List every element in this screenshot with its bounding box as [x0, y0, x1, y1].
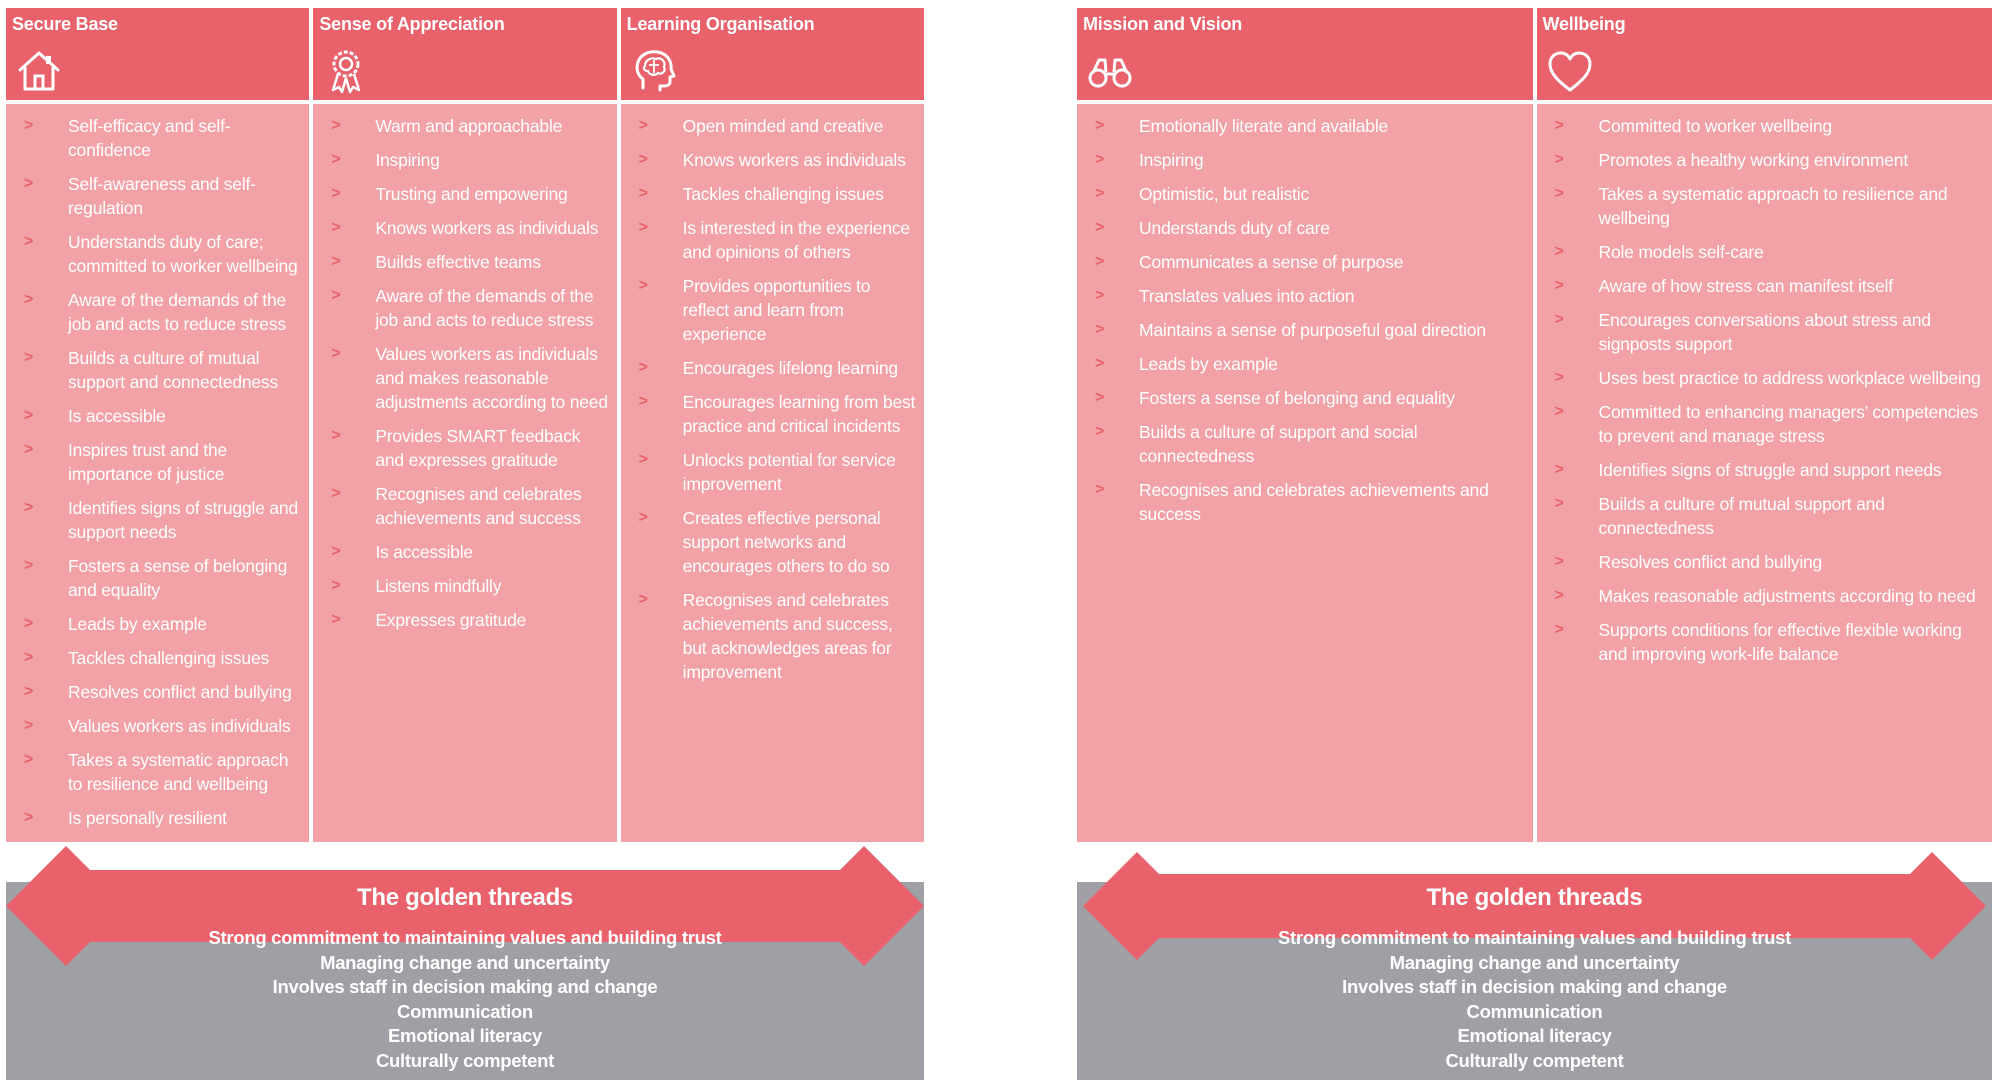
- award-rosette-icon: [323, 48, 369, 94]
- list-item-text: Recognises and celebrates achievements and success: [1139, 480, 1489, 524]
- chevron-right-icon: >: [1095, 321, 1105, 338]
- chevron-right-icon: >: [1554, 621, 1564, 638]
- chevron-right-icon: >: [24, 349, 34, 366]
- item-list: [6, 114, 305, 830]
- golden-thread-item: Emotional literacy: [388, 1025, 542, 1046]
- chevron-right-icon: >: [331, 611, 341, 628]
- list-item: [313, 540, 612, 564]
- chevron-right-icon: >: [1554, 277, 1564, 294]
- list-item-text: Encourages lifelong learning: [682, 358, 898, 378]
- list-item: [313, 342, 612, 414]
- list-item-text: Builds a culture of support and social connectedness: [1139, 422, 1418, 466]
- list-item-text: Optimistic, but realistic: [1139, 184, 1310, 204]
- list-item-text: Inspiring: [375, 150, 440, 170]
- list-item: [313, 148, 612, 172]
- chevron-right-icon: >: [638, 591, 648, 608]
- column-header: [6, 8, 309, 100]
- list-item: [621, 274, 920, 346]
- right-columns: [1077, 8, 1992, 842]
- list-item: [1537, 492, 1989, 540]
- list-item-text: Tackles challenging issues: [68, 648, 270, 668]
- golden-thread-item: Emotional literacy: [1457, 1025, 1612, 1046]
- column-wellbeing: [1537, 8, 1993, 842]
- left-panel: [6, 8, 924, 1080]
- list-item: [1077, 420, 1529, 468]
- chevron-right-icon: >: [1554, 369, 1564, 386]
- list-item: [1077, 386, 1529, 410]
- chevron-right-icon: >: [1095, 253, 1105, 270]
- chevron-right-icon: >: [1095, 151, 1105, 168]
- golden-threads-list: [6, 926, 924, 1073]
- column-body: [1537, 104, 1993, 842]
- golden-thread-item: Communication: [1466, 1000, 1603, 1022]
- list-item: [1077, 318, 1529, 342]
- house-icon: [16, 48, 62, 94]
- list-item-text: Understands duty of care: [1139, 218, 1330, 238]
- chevron-right-icon: >: [1554, 117, 1564, 134]
- list-item-text: Self-awareness and self-regulation: [68, 174, 256, 218]
- list-item: [313, 114, 612, 138]
- column-title: Sense of Appreciation: [319, 14, 505, 34]
- column-secure-base: [6, 8, 309, 842]
- golden-thread-item: Culturally competent: [376, 1049, 554, 1071]
- list-item: [1537, 182, 1989, 230]
- list-item-text: Is interested in the experience and opinions of others: [682, 218, 910, 262]
- list-item: [6, 346, 305, 394]
- column-body: [1077, 104, 1533, 842]
- list-item-text: Identifies signs of struggle and support needs: [1598, 460, 1942, 480]
- column-header: [621, 8, 924, 100]
- list-item-text: Takes a systematic approach to resilience and wellbeing: [1598, 184, 1948, 228]
- head-brain-icon: [631, 48, 677, 94]
- list-item-text: Resolves conflict and bullying: [68, 682, 292, 702]
- list-item: [6, 172, 305, 220]
- list-item: [1537, 308, 1989, 356]
- chevron-right-icon: >: [638, 277, 648, 294]
- list-item-text: Inspiring: [1139, 150, 1204, 170]
- chevron-right-icon: >: [24, 175, 34, 192]
- list-item-text: Inspires trust and the importance of justice: [68, 440, 228, 484]
- list-item-text: Understands duty of care; committed to worker wellbeing: [68, 232, 298, 276]
- chevron-right-icon: >: [1095, 355, 1105, 372]
- list-item-text: Self-efficacy and self-confidence: [68, 116, 231, 160]
- chevron-right-icon: >: [638, 359, 648, 376]
- chevron-right-icon: >: [1554, 151, 1564, 168]
- list-item-text: Makes reasonable adjustments according to need: [1598, 586, 1976, 606]
- column-mission-and-vision: [1077, 8, 1533, 842]
- list-item-text: Fosters a sense of belonging and equality: [68, 556, 288, 600]
- list-item-text: Aware of the demands of the job and acts to reduce stress: [375, 286, 594, 330]
- binoculars-icon: [1087, 48, 1133, 94]
- list-item: [1077, 182, 1529, 206]
- list-item: [1537, 584, 1989, 608]
- chevron-right-icon: >: [1095, 287, 1105, 304]
- chevron-right-icon: >: [1095, 117, 1105, 134]
- list-item: [621, 506, 920, 578]
- column-body: [621, 104, 924, 842]
- chevron-right-icon: >: [24, 615, 34, 632]
- list-item-text: Provides SMART feedback and expresses gratitude: [375, 426, 581, 470]
- list-item: [1537, 366, 1989, 390]
- chevron-right-icon: >: [638, 509, 648, 526]
- list-item: [1077, 352, 1529, 376]
- list-item: [6, 230, 305, 278]
- chevron-right-icon: >: [331, 117, 341, 134]
- item-list: [621, 114, 920, 684]
- right-panel: [1077, 8, 1992, 1080]
- chevron-right-icon: >: [331, 219, 341, 236]
- list-item: [1537, 458, 1989, 482]
- list-item: [621, 182, 920, 206]
- golden-threads-list: [1077, 926, 1992, 1073]
- list-item-text: Knows workers as individuals: [375, 218, 599, 238]
- chevron-right-icon: >: [638, 451, 648, 468]
- chevron-right-icon: >: [24, 649, 34, 666]
- list-item-text: Communicates a sense of purpose: [1139, 252, 1404, 272]
- list-item: [621, 588, 920, 684]
- chevron-right-icon: >: [24, 809, 34, 826]
- left-columns: [6, 8, 924, 842]
- column-title: Secure Base: [12, 14, 118, 34]
- list-item-text: Identifies signs of struggle and support needs: [68, 498, 298, 542]
- chevron-right-icon: >: [331, 427, 341, 444]
- golden-thread-item: Culturally competent: [1445, 1049, 1624, 1071]
- list-item-text: Leads by example: [1139, 354, 1278, 374]
- golden-thread-item: Strong commitment to maintaining values and building trust: [208, 927, 722, 948]
- chevron-right-icon: >: [1554, 311, 1564, 328]
- list-item-text: Builds effective teams: [375, 252, 541, 272]
- list-item: [6, 554, 305, 602]
- list-item-text: Trusting and empowering: [375, 184, 568, 204]
- column-header: [1077, 8, 1533, 100]
- list-item: [1537, 618, 1989, 666]
- list-item-text: Open minded and creative: [682, 116, 884, 136]
- list-item: [1077, 478, 1529, 526]
- list-item-text: Maintains a sense of purposeful goal direction: [1139, 320, 1486, 340]
- list-item-text: Is personally resilient: [68, 808, 227, 828]
- chevron-right-icon: >: [24, 717, 34, 734]
- chevron-right-icon: >: [24, 407, 34, 424]
- golden-thread-item: Involves staff in decision making and change: [1342, 976, 1727, 997]
- list-item-text: Committed to enhancing managers’ competencies to prevent and manage stress: [1598, 402, 1978, 446]
- list-item: [621, 216, 920, 264]
- item-list: [313, 114, 612, 632]
- chevron-right-icon: >: [331, 151, 341, 168]
- list-item: [1537, 550, 1989, 574]
- list-item-text: Provides opportunities to reflect and learn from experience: [682, 276, 871, 344]
- list-item: [1537, 400, 1989, 448]
- list-item: [6, 714, 305, 738]
- list-item-text: Takes a systematic approach to resilience and wellbeing: [68, 750, 289, 794]
- list-item: [621, 390, 920, 438]
- list-item-text: Tackles challenging issues: [682, 184, 884, 204]
- chevron-right-icon: >: [331, 287, 341, 304]
- item-list: [1537, 114, 1989, 666]
- golden-thread-item: Communication: [397, 1000, 533, 1022]
- list-item: [1537, 274, 1989, 298]
- list-item: [6, 114, 305, 162]
- list-item: [313, 482, 612, 530]
- list-item: [6, 496, 305, 544]
- golden-thread-item: Managing change and uncertainty: [320, 951, 610, 973]
- list-item: [1077, 216, 1529, 240]
- chevron-right-icon: >: [24, 499, 34, 516]
- column-header: [1537, 8, 1993, 100]
- list-item-text: Supports conditions for effective flexible working and improving work-life balance: [1598, 620, 1962, 664]
- column-title: Mission and Vision: [1083, 14, 1243, 34]
- list-item: [313, 216, 612, 240]
- list-item-text: Resolves conflict and bullying: [1598, 552, 1823, 572]
- list-item: [1077, 114, 1529, 138]
- list-item: [621, 356, 920, 380]
- list-item-text: Values workers as individuals and makes reasonable adjustments according to need: [375, 344, 608, 412]
- chevron-right-icon: >: [24, 233, 34, 250]
- list-item: [313, 574, 612, 598]
- list-item-text: Values workers as individuals: [68, 716, 291, 736]
- chevron-right-icon: >: [1554, 461, 1564, 478]
- chevron-right-icon: >: [24, 751, 34, 768]
- list-item: [1537, 148, 1989, 172]
- chevron-right-icon: >: [638, 393, 648, 410]
- list-item: [621, 148, 920, 172]
- chevron-right-icon: >: [1095, 481, 1105, 498]
- list-item: [313, 182, 612, 206]
- list-item-text: Leads by example: [68, 614, 207, 634]
- chevron-right-icon: >: [331, 185, 341, 202]
- chevron-right-icon: >: [331, 543, 341, 560]
- chevron-right-icon: >: [24, 557, 34, 574]
- list-item: [6, 748, 305, 796]
- list-item-text: Recognises and celebrates achievements and success, but acknowledges areas for improvement: [682, 590, 893, 682]
- list-item-text: Aware of the demands of the job and acts to reduce stress: [68, 290, 287, 334]
- golden-threads-title: The golden threads: [357, 884, 573, 911]
- list-item: [6, 288, 305, 336]
- list-item-text: Expresses gratitude: [375, 610, 527, 630]
- golden-thread-item: Involves staff in decision making and change: [272, 976, 658, 997]
- list-item-text: Aware of how stress can manifest itself: [1598, 276, 1893, 296]
- chevron-right-icon: >: [24, 441, 34, 458]
- list-item: [313, 250, 612, 274]
- list-item: [6, 612, 305, 636]
- chevron-right-icon: >: [24, 683, 34, 700]
- list-item: [1077, 250, 1529, 274]
- chevron-right-icon: >: [1095, 423, 1105, 440]
- list-item-text: Is accessible: [68, 406, 166, 426]
- list-item-text: Emotionally literate and available: [1139, 116, 1389, 136]
- list-item: [313, 608, 612, 632]
- chevron-right-icon: >: [1554, 587, 1564, 604]
- list-item: [1537, 240, 1989, 264]
- chevron-right-icon: >: [1554, 185, 1564, 202]
- column-header: [313, 8, 616, 100]
- chevron-right-icon: >: [331, 577, 341, 594]
- list-item: [313, 284, 612, 332]
- chevron-right-icon: >: [638, 219, 648, 236]
- heart-icon: [1547, 48, 1593, 94]
- list-item-text: Unlocks potential for service improvement: [682, 450, 896, 494]
- list-item-text: Builds a culture of mutual support and connectedness: [1598, 494, 1885, 538]
- chevron-right-icon: >: [331, 345, 341, 362]
- list-item-text: Promotes a healthy working environment: [1598, 150, 1909, 170]
- column-learning-organisation: [621, 8, 924, 842]
- list-item: [1537, 114, 1989, 138]
- column-sense-of-appreciation: [313, 8, 616, 842]
- chevron-right-icon: >: [1554, 243, 1564, 260]
- chevron-right-icon: >: [1095, 185, 1105, 202]
- chevron-right-icon: >: [1554, 495, 1564, 512]
- list-item-text: Builds a culture of mutual support and connectedness: [68, 348, 279, 392]
- column-title: Wellbeing: [1542, 14, 1626, 34]
- list-item-text: Committed to worker wellbeing: [1598, 116, 1832, 136]
- list-item-text: Role models self-care: [1598, 242, 1764, 262]
- list-item: [6, 680, 305, 704]
- list-item: [1077, 284, 1529, 308]
- list-item: [6, 438, 305, 486]
- chevron-right-icon: >: [24, 291, 34, 308]
- list-item-text: Uses best practice to address workplace wellbeing: [1598, 368, 1981, 388]
- chevron-right-icon: >: [1554, 553, 1564, 570]
- chevron-right-icon: >: [638, 151, 648, 168]
- chevron-right-icon: >: [638, 185, 648, 202]
- list-item: [1077, 148, 1529, 172]
- golden-thread-item: Managing change and uncertainty: [1389, 951, 1680, 973]
- list-item-text: Recognises and celebrates achievements and success: [375, 484, 582, 528]
- golden-thread-item: Strong commitment to maintaining values and building trust: [1278, 927, 1791, 948]
- list-item-text: Listens mindfully: [375, 576, 502, 596]
- list-item-text: Knows workers as individuals: [682, 150, 906, 170]
- golden-threads-title: The golden threads: [1426, 884, 1643, 911]
- list-item-text: Fosters a sense of belonging and equality: [1139, 388, 1455, 408]
- list-item-text: Translates values into action: [1139, 286, 1355, 306]
- item-list: [1077, 114, 1529, 526]
- chevron-right-icon: >: [1095, 219, 1105, 236]
- list-item-text: Encourages conversations about stress and signposts support: [1598, 310, 1931, 354]
- list-item-text: Is accessible: [375, 542, 473, 562]
- chevron-right-icon: >: [24, 117, 34, 134]
- chevron-right-icon: >: [638, 117, 648, 134]
- column-body: [313, 104, 616, 842]
- list-item: [621, 448, 920, 496]
- column-title: Learning Organisation: [626, 14, 815, 34]
- chevron-right-icon: >: [1554, 403, 1564, 420]
- list-item-text: Creates effective personal support networks and encourages others to do so: [682, 508, 890, 576]
- list-item: [621, 114, 920, 138]
- list-item: [313, 424, 612, 472]
- list-item: [6, 404, 305, 428]
- chevron-right-icon: >: [331, 485, 341, 502]
- chevron-right-icon: >: [331, 253, 341, 270]
- column-body: [6, 104, 309, 842]
- list-item: [6, 806, 305, 830]
- list-item: [6, 646, 305, 670]
- list-item-text: Warm and approachable: [375, 116, 563, 136]
- list-item-text: Encourages learning from best practice and critical incidents: [682, 392, 916, 436]
- chevron-right-icon: >: [1095, 389, 1105, 406]
